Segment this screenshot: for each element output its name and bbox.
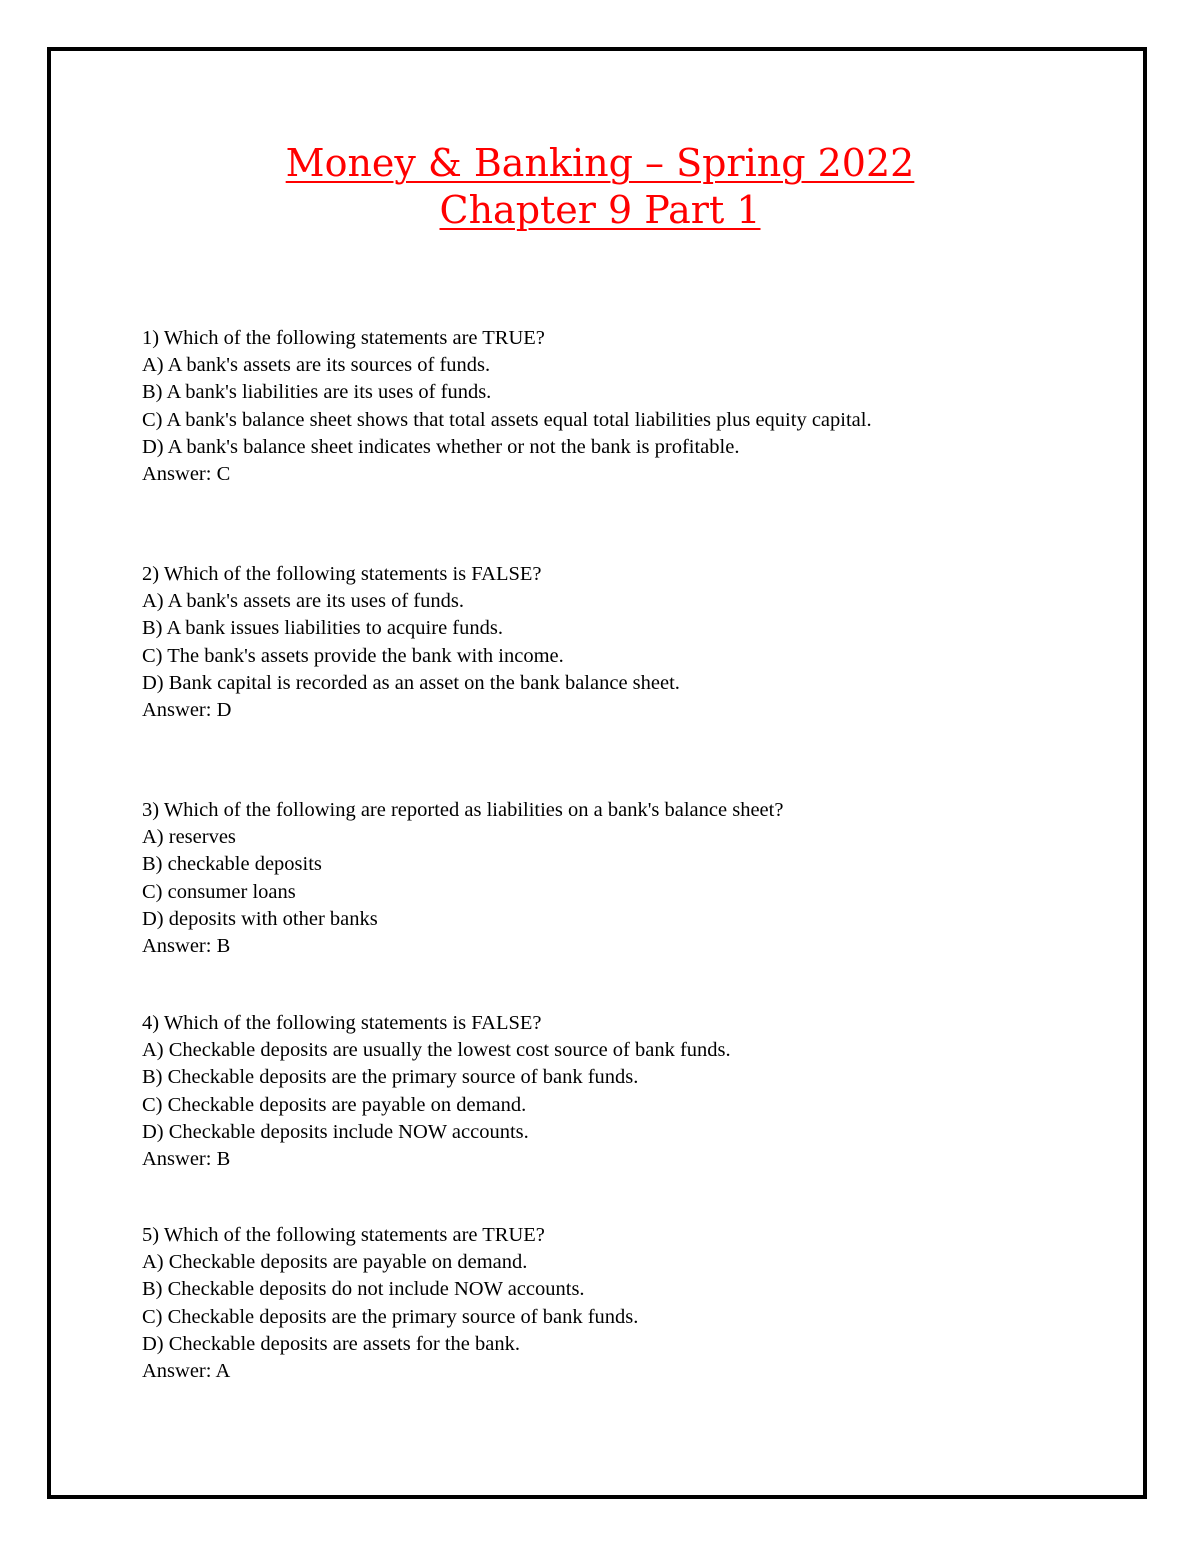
answer-line: Answer: D [142,699,232,722]
chapter-title: Chapter 9 Part 1 [439,188,761,232]
option-a: A) A bank's assets are its sources of funds. [142,354,491,377]
question-5 [142,1222,1122,1385]
option-d: D) Bank capital is recorded as an asset on the bank balance sheet. [142,671,680,694]
answer-line: Answer: B [142,1148,231,1171]
option-a: A) A bank's assets are its uses of funds. [142,590,464,613]
title-line-1 [0,140,1200,187]
option-d: D) deposits with other banks [142,907,378,930]
option-b: B) Checkable deposits are the primary source of bank funds. [142,1066,639,1089]
option-d: D) Checkable deposits are assets for the bank. [142,1332,520,1355]
option-a: A) Checkable deposits are usually the lowest cost source of bank funds. [142,1039,731,1062]
option-c: C) Checkable deposits are payable on demand. [142,1093,527,1116]
option-a: A) reserves [142,826,236,849]
option-d: D) Checkable deposits include NOW accounts. [142,1120,529,1143]
option-b: B) A bank's liabilities are its uses of funds. [142,381,492,404]
option-c: C) Checkable deposits are the primary source of bank funds. [142,1305,639,1328]
question-prompt: 3) Which of the following are reported as liabilities on a bank's balance sheet? [142,799,784,821]
answer-line: Answer: B [142,935,231,958]
question-4 [142,1010,1122,1173]
answer-line: Answer: C [142,463,231,486]
question-3 [142,797,1122,960]
option-b: B) Checkable deposits do not include NOW accounts. [142,1278,585,1301]
option-b: B) A bank issues liabilities to acquire funds. [142,617,503,640]
course-title: Money & Banking – Spring 2022 [285,141,915,185]
option-a: A) Checkable deposits are payable on demand. [142,1251,528,1274]
title-line-2 [0,187,1200,234]
question-prompt: 1) Which of the following statements are TRUE? [142,327,545,349]
document-title [0,140,1200,234]
question-2 [142,561,1122,724]
question-prompt: 5) Which of the following statements are TRUE? [142,1224,545,1246]
question-1 [142,325,1122,488]
option-c: C) A bank's balance sheet shows that total assets equal total liabilities plus equity capital. [142,408,872,431]
question-prompt: 2) Which of the following statements is FALSE? [142,563,542,585]
option-c: C) consumer loans [142,880,296,903]
option-d: D) A bank's balance sheet indicates whether or not the bank is profitable. [142,435,740,458]
option-b: B) checkable deposits [142,853,322,876]
question-prompt: 4) Which of the following statements is FALSE? [142,1012,542,1034]
answer-line: Answer: A [142,1360,231,1383]
option-c: C) The bank's assets provide the bank with income. [142,644,564,667]
